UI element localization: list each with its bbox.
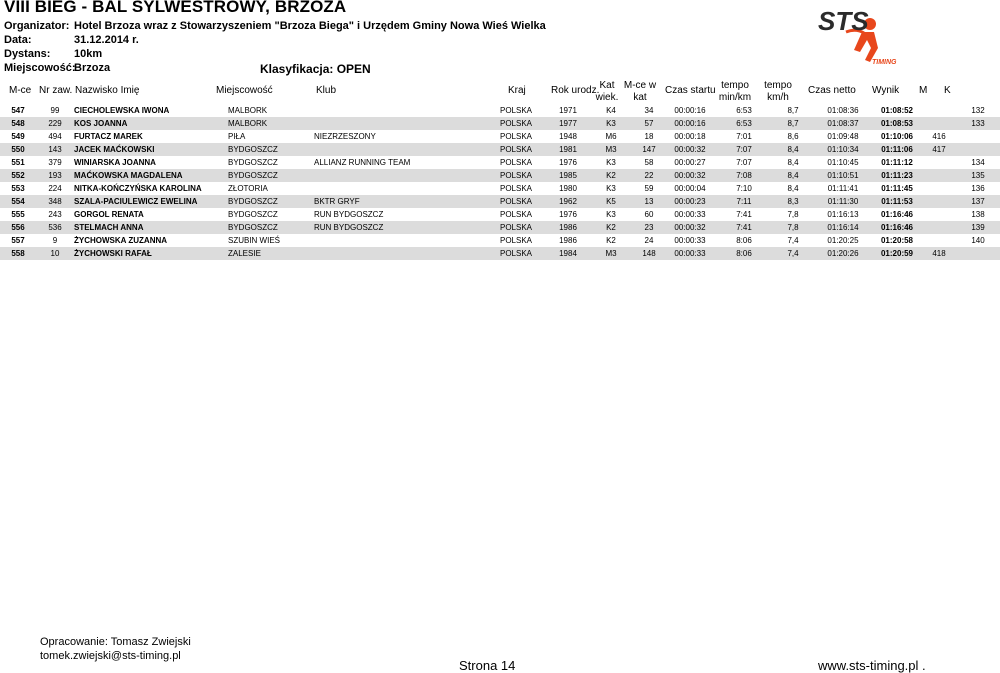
cell-country: POLSKA — [500, 184, 533, 193]
cell-result: 01:16:46 — [872, 221, 922, 234]
cell-birth: 1980 — [559, 184, 577, 193]
cell-country: POLSKA — [500, 143, 548, 156]
cell-men-place — [922, 234, 956, 247]
cell-country: POLSKA — [500, 221, 548, 234]
cell-men-place — [922, 169, 956, 182]
cell-pace: 6:53 — [716, 117, 772, 130]
distance-label: Dystans: — [4, 48, 51, 60]
cell-city: BYDGOSZCZ — [228, 210, 278, 219]
cell-category: K2 — [588, 169, 634, 182]
cell-birth: 1962 — [548, 195, 588, 208]
cell-bib: 229 — [36, 117, 74, 130]
cell-speed: 8,4 — [787, 158, 799, 167]
cell-club: BKTR GRYF — [314, 195, 500, 208]
cell-pace: 7:07 — [736, 158, 752, 167]
cell-club: RUN BYDGOSZCZ — [314, 221, 500, 234]
cell-speed: 8,4 — [772, 143, 814, 156]
cell-women-place — [956, 130, 1000, 143]
cell-city: SZUBIN WIEŚ — [228, 236, 281, 245]
cell-women-place — [956, 143, 1000, 156]
place-value: Brzoza — [74, 62, 111, 74]
sts-timing-logo — [812, 2, 912, 68]
table-row — [0, 221, 1000, 234]
cell-category: M6 — [605, 132, 617, 141]
header-result: Wynik — [872, 85, 900, 96]
cell-women-place: 136 — [971, 184, 985, 193]
cell-speed: 8,4 — [772, 169, 814, 182]
place-label: Miejscowość: — [4, 62, 76, 74]
cell-club — [314, 143, 500, 156]
cell-men-place — [922, 195, 956, 208]
cell-result: 01:20:58 — [880, 236, 914, 245]
cell-city: BYDGOSZCZ — [228, 195, 314, 208]
header-speed — [760, 80, 796, 104]
cell-net-time: 01:11:41 — [827, 184, 859, 193]
cell-net-time: 01:10:51 — [814, 169, 872, 182]
header-catplace — [622, 80, 658, 104]
cell-club: NIEZRZESZONY — [314, 132, 376, 141]
cell-category-place: 22 — [634, 169, 664, 182]
cell-country: POLSKA — [500, 106, 533, 115]
logo-text: STS — [818, 6, 869, 36]
header-cat-line1: Kat — [599, 80, 615, 91]
cell-bib: 379 — [48, 158, 62, 167]
cell-city: BYDGOSZCZ — [228, 143, 314, 156]
cell-club: ALLIANZ RUNNING TEAM — [314, 158, 411, 167]
cell-men-place — [922, 221, 956, 234]
cell-net-time: 01:20:26 — [814, 247, 872, 260]
cell-city: MALBORK — [228, 117, 314, 130]
footer-website[interactable]: www.sts-timing.pl . — [818, 658, 926, 673]
header-name: Nazwisko Imię — [75, 85, 140, 96]
cell-category-place: 60 — [644, 210, 654, 219]
cell-name: MAĆKOWSKA MAGDALENA — [74, 169, 228, 182]
cell-pace: 7:01 — [736, 132, 752, 141]
cell-women-place: 134 — [971, 158, 985, 167]
cell-name: ŻYCHOWSKA ZUZANNA — [74, 236, 168, 245]
table-row — [0, 130, 1000, 143]
cell-category-place: 24 — [644, 236, 654, 245]
organizer-value: Hotel Brzoza wraz z Stowarzyszeniem "Brzoza Biega" i Urzędem Gminy Nowa Wieś Wielka — [74, 20, 546, 32]
cell-city: BYDGOSZCZ — [228, 169, 314, 182]
cell-result: 01:20:59 — [872, 247, 922, 260]
cell-category: K5 — [588, 195, 634, 208]
cell-speed: 7,8 — [772, 221, 814, 234]
cell-place: 555 — [11, 210, 25, 219]
table-row — [0, 247, 1000, 260]
cell-country: POLSKA — [500, 247, 548, 260]
cell-start-time: 00:00:33 — [674, 210, 706, 219]
cell-city: PIŁA — [228, 132, 246, 141]
cell-category: K3 — [606, 210, 616, 219]
cell-start-time: 00:00:18 — [674, 132, 706, 141]
cell-net-time: 01:16:14 — [814, 221, 872, 234]
header-pace-line2: min/km — [718, 92, 752, 103]
cell-category-place: 147 — [634, 143, 664, 156]
header-birth: Rok urodz. — [551, 85, 600, 96]
cell-category-place: 148 — [634, 247, 664, 260]
cell-country: POLSKA — [500, 195, 548, 208]
cell-place: 553 — [11, 184, 25, 193]
results-header — [0, 78, 960, 104]
cell-men-place: 417 — [922, 143, 956, 156]
cell-pace: 8:06 — [736, 236, 752, 245]
cell-category: M3 — [588, 247, 634, 260]
cell-pace: 7:10 — [736, 184, 752, 193]
cell-category: K3 — [606, 184, 616, 193]
table-row — [0, 195, 1000, 208]
footer-prepared-by: Opracowanie: Tomasz Zwiejski — [40, 636, 191, 648]
header-country: Kraj — [508, 85, 526, 96]
cell-name: STELMACH ANNA — [74, 221, 228, 234]
cell-result: 01:08:52 — [880, 106, 914, 115]
cell-name: KOS JOANNA — [74, 117, 228, 130]
cell-speed: 7,8 — [787, 210, 799, 219]
cell-start-time: 00:00:23 — [664, 195, 716, 208]
cell-pace: 7:41 — [716, 221, 772, 234]
cell-place: 547 — [11, 106, 25, 115]
cell-pace: 7:11 — [716, 195, 772, 208]
date-label: Data: — [4, 34, 32, 46]
cell-result: 01:10:06 — [880, 132, 914, 141]
cell-name: ŻYCHOWSKI RAFAŁ — [74, 247, 228, 260]
cell-result: 01:11:23 — [872, 169, 922, 182]
cell-name: WINIARSKA JOANNA — [74, 158, 156, 167]
footer-email[interactable]: tomek.zwiejski@sts-timing.pl — [40, 650, 181, 662]
cell-birth: 1984 — [548, 247, 588, 260]
organizer-label: Organizator: — [4, 20, 70, 32]
cell-women-place: 135 — [956, 169, 1000, 182]
cell-category-place: 13 — [634, 195, 664, 208]
header-start: Czas startu — [665, 85, 716, 96]
cell-men-place — [922, 117, 956, 130]
table-row — [0, 143, 1000, 156]
cell-category-place: 18 — [644, 132, 654, 141]
cell-bib: 494 — [48, 132, 62, 141]
cell-net-time: 01:08:36 — [827, 106, 859, 115]
header-m: M — [919, 85, 928, 96]
cell-birth: 1976 — [559, 210, 577, 219]
cell-name: CIECHOLEWSKA IWONA — [74, 106, 170, 115]
cell-city: ZALESIE — [228, 247, 314, 260]
header-pace — [715, 80, 755, 104]
cell-birth: 1985 — [548, 169, 588, 182]
cell-category-place: 59 — [644, 184, 654, 193]
cell-place: 554 — [0, 195, 36, 208]
cell-bib: 224 — [48, 184, 62, 193]
cell-category: K4 — [606, 106, 616, 115]
cell-men-place — [922, 156, 956, 169]
cell-net-time: 01:10:34 — [814, 143, 872, 156]
cell-birth: 1976 — [559, 158, 577, 167]
cell-result: 01:11:45 — [881, 184, 913, 193]
cell-bib: 536 — [36, 221, 74, 234]
cell-club — [314, 234, 500, 247]
cell-place: 551 — [11, 158, 25, 167]
cell-pace: 7:07 — [716, 143, 772, 156]
cell-start-time: 00:00:16 — [664, 117, 716, 130]
cell-pace: 7:41 — [736, 210, 752, 219]
cell-men-place — [922, 208, 956, 221]
cell-name: GORGOL RENATA — [74, 210, 144, 219]
table-row — [0, 169, 1000, 182]
cell-city: BYDGOSZCZ — [228, 221, 314, 234]
cell-bib: 99 — [50, 106, 60, 115]
cell-place: 550 — [0, 143, 36, 156]
cell-speed: 8,4 — [787, 184, 799, 193]
footer-page-number: Strona 14 — [459, 658, 516, 673]
header-net: Czas netto — [808, 85, 856, 96]
header-catplace-line1: M-ce w — [623, 80, 657, 91]
cell-net-time: 01:11:30 — [814, 195, 872, 208]
results-table — [0, 104, 1000, 260]
date-value: 31.12.2014 r. — [74, 34, 139, 46]
cell-city: ZŁOTORIA — [228, 184, 268, 193]
classification-label: Klasyfikacja: OPEN — [260, 62, 371, 76]
cell-club: RUN BYDGOSZCZ — [314, 210, 384, 219]
cell-club — [314, 247, 500, 260]
cell-category-place: 58 — [644, 158, 654, 167]
cell-category: M3 — [588, 143, 634, 156]
cell-men-place: 418 — [922, 247, 956, 260]
cell-category: K3 — [588, 117, 634, 130]
page-title: VIII BIEG - BAL SYLWESTROWY, BRZOZA — [4, 0, 347, 16]
header-bib: Nr zaw. — [39, 85, 73, 96]
cell-start-time: 00:00:27 — [674, 158, 706, 167]
cell-men-place: 416 — [932, 132, 946, 141]
cell-club — [314, 104, 500, 117]
cell-net-time: 01:09:48 — [827, 132, 859, 141]
header-catplace-line2: kat — [633, 92, 647, 103]
cell-start-time: 00:00:16 — [674, 106, 706, 115]
cell-category-place: 23 — [634, 221, 664, 234]
cell-result: 01:11:06 — [872, 143, 922, 156]
cell-speed: 8,3 — [772, 195, 814, 208]
cell-country: POLSKA — [500, 158, 533, 167]
cell-start-time: 00:00:32 — [664, 221, 716, 234]
cell-place: 556 — [0, 221, 36, 234]
cell-birth: 1948 — [559, 132, 577, 141]
cell-women-place: 132 — [971, 106, 985, 115]
cell-result: 01:11:53 — [872, 195, 922, 208]
cell-women-place: 137 — [956, 195, 1000, 208]
cell-bib: 9 — [52, 236, 58, 245]
cell-start-time: 00:00:04 — [674, 184, 706, 193]
cell-place: 557 — [11, 236, 25, 245]
header-k: K — [944, 85, 951, 96]
cell-place: 548 — [0, 117, 36, 130]
cell-country: POLSKA — [500, 236, 533, 245]
cell-club — [314, 182, 500, 195]
cell-city: MALBORK — [228, 106, 268, 115]
table-row — [0, 104, 1000, 117]
cell-speed: 7,4 — [772, 247, 814, 260]
cell-pace: 8:06 — [716, 247, 772, 260]
cell-bib: 348 — [36, 195, 74, 208]
cell-category: K3 — [606, 158, 616, 167]
cell-category-place: 57 — [634, 117, 664, 130]
cell-pace: 7:08 — [716, 169, 772, 182]
cell-birth: 1977 — [548, 117, 588, 130]
cell-women-place: 133 — [956, 117, 1000, 130]
cell-result: 01:16:46 — [880, 210, 914, 219]
cell-net-time: 01:08:37 — [814, 117, 872, 130]
cell-speed: 8,7 — [787, 106, 799, 115]
cell-name: JACEK MAĆKOWSKI — [74, 143, 228, 156]
table-row — [0, 156, 1000, 169]
cell-bib: 10 — [36, 247, 74, 260]
cell-start-time: 00:00:32 — [664, 169, 716, 182]
cell-net-time: 01:10:45 — [827, 158, 859, 167]
header-club: Klub — [316, 85, 337, 96]
cell-start-time: 00:00:32 — [664, 143, 716, 156]
cell-pace: 6:53 — [736, 106, 752, 115]
header-place: M-ce — [9, 85, 32, 96]
cell-birth: 1986 — [559, 236, 577, 245]
cell-name: NITKA-KOŃCZYŃSKA KAROLINA — [74, 184, 202, 193]
table-row — [0, 182, 1000, 195]
cell-result: 01:11:12 — [881, 158, 913, 167]
header-city: Miejscowość — [216, 85, 273, 96]
cell-birth: 1971 — [559, 106, 577, 115]
cell-place: 549 — [11, 132, 25, 141]
cell-name: SZALA-PACIULEWICZ EWELINA — [74, 195, 228, 208]
cell-start-time: 00:00:33 — [674, 236, 706, 245]
cell-women-place: 140 — [971, 236, 985, 245]
cell-club — [314, 117, 500, 130]
header-speed-line2: km/h — [767, 92, 789, 103]
cell-birth: 1981 — [548, 143, 588, 156]
cell-country: POLSKA — [500, 132, 533, 141]
cell-club — [314, 169, 500, 182]
cell-bib: 243 — [48, 210, 62, 219]
cell-category: K2 — [606, 236, 616, 245]
cell-city: BYDGOSZCZ — [228, 158, 278, 167]
cell-speed: 7,4 — [787, 236, 799, 245]
distance-value: 10km — [74, 48, 103, 60]
cell-bib: 193 — [36, 169, 74, 182]
table-row — [0, 234, 1000, 247]
header-pace-line1: tempo — [721, 80, 749, 91]
cell-country: POLSKA — [500, 210, 533, 219]
logo-subtext: TIMING — [872, 59, 897, 66]
cell-name: FURTACZ MAREK — [74, 132, 143, 141]
header-speed-line1: tempo — [764, 80, 792, 91]
cell-birth: 1986 — [548, 221, 588, 234]
cell-category: K2 — [588, 221, 634, 234]
cell-result: 01:08:53 — [872, 117, 922, 130]
cell-women-place — [956, 247, 1000, 260]
table-row — [0, 117, 1000, 130]
cell-net-time: 01:16:13 — [827, 210, 859, 219]
cell-start-time: 00:00:33 — [664, 247, 716, 260]
cell-women-place: 138 — [971, 210, 985, 219]
cell-men-place — [922, 104, 956, 117]
cell-speed: 8,7 — [772, 117, 814, 130]
table-row — [0, 208, 1000, 221]
cell-category-place: 34 — [644, 106, 654, 115]
cell-net-time: 01:20:25 — [827, 236, 859, 245]
cell-women-place: 139 — [956, 221, 1000, 234]
cell-men-place — [922, 182, 956, 195]
header-cat — [592, 80, 622, 104]
cell-bib: 143 — [36, 143, 74, 156]
cell-place: 552 — [0, 169, 36, 182]
header-cat-line2: wiek. — [595, 92, 619, 103]
cell-place: 558 — [0, 247, 36, 260]
cell-speed: 8,6 — [787, 132, 799, 141]
cell-country: POLSKA — [500, 169, 548, 182]
cell-country: POLSKA — [500, 117, 548, 130]
